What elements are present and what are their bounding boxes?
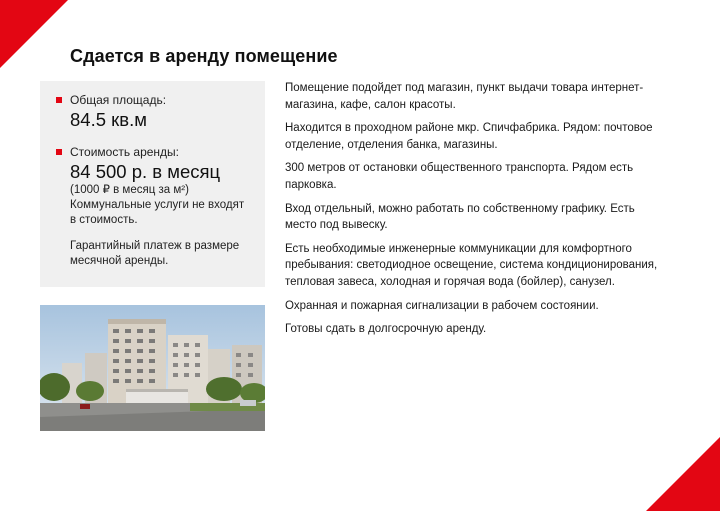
rent-label: Стоимость аренды:: [70, 145, 180, 159]
description-paragraph: Находится в проходном районе мкр. Спичфабрика. Рядом: почтовое отделение, отделения банка, магазины.: [285, 122, 653, 151]
description: [285, 80, 665, 345]
bullet-icon: [56, 149, 62, 155]
description-paragraph: Помещение подойдет под магазин, пункт выдачи товара интернет-магазина, кафе, салон красоты.: [285, 82, 644, 111]
area-block: [56, 93, 251, 131]
rent-value: 84 500 р. в месяц: [70, 161, 221, 182]
info-panel: [40, 81, 265, 287]
description-paragraph: Охранная и пожарная сигнализации в рабочем состоянии.: [285, 299, 599, 312]
description-paragraph: Есть необходимые инженерные коммуникации для комфортного пребывания: светодиодное освещение, система кондиционирования, тепловая завеса, холодная и горячая вода (бойлер), санузел.: [285, 242, 658, 288]
page-title: Сдается в аренду помещение: [70, 46, 338, 66]
utilities-note: Коммунальные услуги не входят в стоимость.: [70, 199, 245, 226]
description-paragraph: 300 метров от остановки общественного транспорта. Рядом есть парковка.: [285, 162, 634, 191]
description-paragraph: Готовы сдать в долгосрочную аренду.: [285, 323, 487, 336]
description-paragraph: Вход отдельный, можно работать по собственному графику. Есть место под вывеску.: [285, 202, 635, 232]
corner-accent-bottom-right: [646, 437, 720, 511]
corner-accent-top-left: [0, 0, 68, 68]
building-photo: [40, 305, 265, 431]
rent-block: [56, 145, 251, 228]
area-label: Общая площадь:: [70, 93, 167, 107]
area-value: 84.5 кв.м: [70, 109, 147, 130]
rent-per-m2: (1000 ₽ в месяц за м²): [70, 184, 189, 196]
deposit-note: Гарантийный платеж в размере месячной аренды.: [70, 240, 240, 267]
bullet-icon: [56, 97, 62, 103]
